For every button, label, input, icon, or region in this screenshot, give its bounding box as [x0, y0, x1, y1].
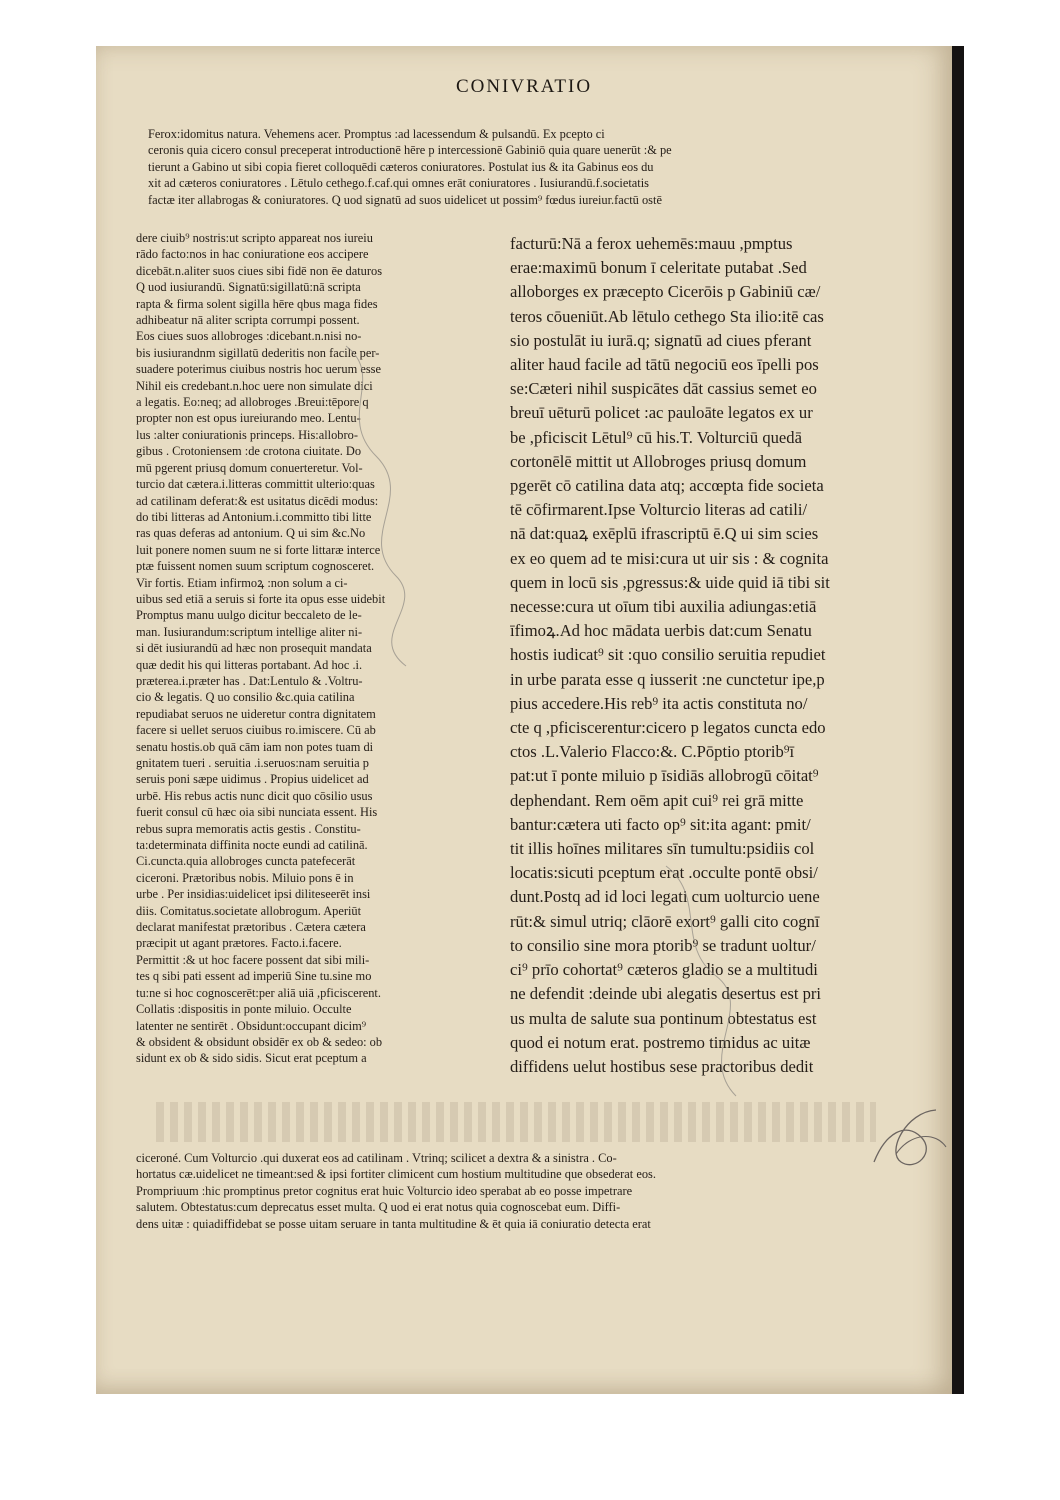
- text-line: hortatus cæ.uidelicet ne timeant:sed & ipsi fortiter climicent cum hostium multitudine que obsederat eos.: [136, 1167, 656, 1182]
- text-line: Nihil eis credebant.n.hoc uere non simulate dici: [136, 378, 373, 393]
- commentary-left: [136, 230, 504, 1067]
- text-line: seruis poni sæpe uidimus . Propius uidelicet ad: [136, 772, 369, 787]
- scanned-page-frame: [96, 46, 964, 1394]
- text-line: ta:determinata diffinita nocte eundi ad catilinā.: [136, 838, 368, 853]
- text-line: ras quas deferas ad antonium. Q ui sim &c.No: [136, 526, 366, 541]
- text-line: pius accedere.His reb⁹ ita actis constituta no/: [510, 693, 808, 713]
- text-line: præcipit ut agant prætores. Facto.i.facere.: [136, 936, 342, 951]
- text-line: diffidens uelut hostibus sese practoribus dedit: [510, 1056, 814, 1076]
- commentary-bottom: [136, 1150, 936, 1232]
- text-line: cte q ,pficiscerentur:cicero p legatos cuncta edo: [510, 718, 826, 738]
- text-line: īfimoꝝ.Ad hoc mādata uerbis dat:cum Senatu: [510, 621, 812, 641]
- text-line: rapta & firma solent sigilla hēre qbus maga fides: [136, 296, 378, 311]
- text-line: mū pgerent priusq domum conuerteretur. Vol-: [136, 460, 363, 475]
- text-line: factæ iter allabrogas & coniuratores. Q uod signatū ad suos uidelicet ut possim⁹ fœdus iureiur.factū ostē: [148, 192, 662, 207]
- text-line: tit illis hoīnes militares sīn tumultu:psidiis col: [510, 839, 815, 859]
- text-line: & obsident & obsidunt obsidēr ex ob & sedeo: ob: [136, 1034, 383, 1049]
- text-line: turcio dat cætera.i.litteras committit ulterio:quas: [136, 477, 375, 492]
- text-line: diis. Comitatus.societate allobrogum. Aperiūt: [136, 903, 362, 918]
- text-line: ceronis quia cicero consul preceperat introductionē hēre p intercessionē Gabiniō quia quare uenerūt :& pe: [148, 143, 672, 158]
- text-line: xit ad cæteros coniuratores . Lētulo cethego.f.caf.qui omnes erāt coniuratores . Iusiurandū.f.societatis: [148, 176, 649, 191]
- text-line: urbe . Per insidias:uidelicet ipsi diliteseerēt insi: [136, 887, 371, 902]
- main-text-column: [510, 232, 925, 1079]
- text-line: gibus . Crotoniensem :de crotona ciuitate. Do: [136, 444, 362, 459]
- text-line: quæ dedit his qui litteras portabant. Ad hoc .i.: [136, 657, 363, 672]
- text-line: si dēt iusiurandū ad hæc non prosequit mandata: [136, 641, 372, 656]
- commentary-top: [148, 126, 938, 208]
- text-line: dephendant. Rem oēm apit cui⁹ rei grā mitte: [510, 790, 804, 810]
- text-line: uibus sed etiā a seruis si forte ita opus esse uidebit: [136, 591, 386, 606]
- text-line: teros cōueniūt.Ab lētulo cethego Sta ilio:itē cas: [510, 306, 824, 326]
- text-line: Vir fortis. Etiam infirmoꝝ :non solum a ci-: [136, 575, 348, 590]
- text-line: rebus supra memoratis actis gestis . Constitu-: [136, 821, 361, 836]
- text-line: Q uod iusiurandū. Signatū:sigillatū:nā scripta: [136, 280, 361, 295]
- text-line: ci⁹ prīo cohortat⁹ cæteros gladio se a multitudi: [510, 960, 818, 980]
- text-line: urbē. His rebus actis nunc dicit quo cōsilio usus: [136, 788, 373, 803]
- text-line: Promptus manu uulgo dicitur beccaleto de le-: [136, 608, 362, 623]
- text-line: dicebāt.n.aliter suos ciues sibi fidē non ēe daturos: [136, 263, 383, 278]
- text-line: cio & legatis. Q uo consilio &c.quia catilina: [136, 690, 355, 705]
- text-line: senatu hostis.ob quā cām iam non potes tuam di: [136, 739, 374, 754]
- text-line: erae:maximū bonum ī celeritate putabat .Sed: [510, 258, 807, 278]
- text-line: propter non est opus iureiurando meo. Lentu-: [136, 411, 361, 426]
- text-line: sidunt ex ob & sido sidis. Sicut erat pceptum a: [136, 1051, 367, 1066]
- text-line: facere si uellet seruos ciuibus ro.imiscere. Cū ab: [136, 723, 376, 738]
- text-line: do tibi litteras ad Antonium.i.committo tibi litte: [136, 509, 372, 524]
- text-line: us multa de salute sua pontinum obtestatus est: [510, 1008, 817, 1028]
- text-line: suadere poterimus ciuibus nostris hoc uerum esse: [136, 362, 382, 377]
- text-line: ciceroni. Prætoribus nobis. Miluio pons ē in: [136, 870, 354, 885]
- text-line: tē cōfirmarent.Ipse Volturcio literas ad catili/: [510, 500, 808, 520]
- text-line: declarat manifestat prætoribus . Cætera cætera: [136, 920, 366, 935]
- text-line: cortonēlē mittit ut Allobroges priusq domum: [510, 451, 807, 471]
- text-line: rādo facto:nos in hac coniuratione eos accipere: [136, 247, 369, 262]
- text-line: aliter haud facile ad tātū negociū eos īpelli pos: [510, 355, 819, 375]
- book-page: [96, 46, 952, 1394]
- text-line: to consilio sine mora ptorib⁹ se tradunt uoltur/: [510, 935, 816, 955]
- text-line: gnitatem tueri . seruitia .i.seruos:nam seruitia p: [136, 756, 369, 770]
- text-line: necesse:cura ut oīum tibi auxilia adiungas:etiā: [510, 597, 817, 617]
- text-line: nā dat:quaꝝ exēplū ifrascriptū ē.Q ui sim scies: [510, 524, 819, 544]
- text-line: ad catilinam deferat:& est usitatus dicēdi modus:: [136, 493, 379, 508]
- text-line: facturū:Nā a ferox uehemēs:mauu ,pmptus: [510, 234, 793, 253]
- text-line: hostis iudicat⁹ sit :quo consilio seruitia repudiet: [510, 645, 826, 665]
- text-line: breuī uēturū policet :ac pauloāte legatos ex ur: [510, 403, 813, 423]
- text-line: Permittit :& ut hoc facere possent dat sibi mili-: [136, 952, 370, 967]
- text-line: Prompriuum :hic promptinus pretor cognitus erat huic Volturcio ideo sperabat ab eo posse impetrare: [136, 1183, 633, 1198]
- text-line: lus :alter coniurationis princeps. His:allobro-: [136, 427, 358, 442]
- text-line: latenter ne sentirēt . Obsidunt:occupant dicim⁹: [136, 1018, 367, 1033]
- text-line: Ferox:idomitus natura. Vehemens acer. Promptus :ad lacessendum & pulsandū. Ex pcepto ci: [148, 127, 605, 141]
- running-header: CONIVRATIO: [455, 76, 593, 97]
- text-line: se:Cæteri nihil suspicātes dāt cassius semet eo: [510, 379, 817, 399]
- text-line: bantur:cætera uti facto op⁹ sit:ita agant: pmit/: [510, 814, 811, 834]
- text-line: be ,pficiscit Lētul⁹ cū his.T. Volturciū quedā: [510, 427, 802, 447]
- text-line: a legatis. Eo:neq; ad allobroges .Breui:tēpore q: [136, 395, 369, 410]
- text-line: dere ciuib⁹ nostris:ut scripto appareat nos iureiu: [136, 231, 373, 245]
- text-line: Ci.cuncta.quia allobroges cuncta patefecerāt: [136, 854, 356, 869]
- text-line: ex eo quem ad te misi:cura ut uir sis : & cognita: [510, 548, 829, 568]
- text-line: sio postulāt iu iurā.q; signatū ad ciues pferant: [510, 330, 812, 350]
- text-line: pat:ut ī ponte miluio p īsidiās allobrogū cōitat⁹: [510, 766, 819, 786]
- text-line: man. Iusiurandum:scriptum intellige aliter ni-: [136, 624, 363, 639]
- text-line: tes q sibi pati essent ad imperiū Sine tu.sine mo: [136, 969, 372, 984]
- text-line: tu:ne si hoc cognoscerēt:per aliā uiā ,pficiscerent.: [136, 985, 381, 1000]
- text-line: adhibeatur nā aliter scripta corrumpi possent.: [136, 313, 360, 328]
- text-line: locatis:sicuti pceptum erat .occulte pontē obsi/: [510, 863, 818, 883]
- text-line: in urbe parata esse q iusserit :ne cunctetur ipe,p: [510, 669, 825, 689]
- text-line: Eos ciues suos allobroges :dicebant.n.nisi no-: [136, 329, 362, 344]
- text-line: ptæ fuissent nomen suum scriptum cognosceret.: [136, 559, 375, 574]
- text-line: bis iusiurandnm sigillatū dederitis non facile per-: [136, 345, 380, 360]
- text-line: tierunt a Gabino ut sibi copia fieret colloquēdi cæteros coniuratores. Postulat ius & ita Gabinus eos du: [148, 159, 654, 174]
- text-line: dunt.Postq ad id loci legati cum uolturcio uene: [510, 887, 820, 907]
- text-line: præterea.i.præter has . Dat:Lentulo & .Voltru-: [136, 673, 363, 688]
- text-line: Collatis :dispositis in ponte miluio. Occulte: [136, 1002, 352, 1017]
- text-line: ne defendit :deinde ubi alegatis desertus est pri: [510, 984, 822, 1004]
- text-line: fuerit consul cū hæc oia sibi nunciata essent. His: [136, 805, 378, 820]
- show-through-text: [156, 1102, 876, 1142]
- text-line: rūt:& simul utriq; clāorē exort⁹ galli cito cognī: [510, 911, 820, 931]
- text-line: salutem. Obtestatus:cum deprecatus esset multa. Q uod ei erat notus quia cognoscebat eum. Diffi-: [136, 1200, 621, 1215]
- text-line: quod ei notum erat. postremo timidus ac uitæ: [510, 1032, 811, 1052]
- text-line: dens uitæ : quiadiffidebat se posse uitam seruare in tanta multitudine & ēt quia iā coniuratio detecta erat: [136, 1216, 651, 1231]
- text-line: quem in locū sis ,pgressus:& uide quid iā tibi sit: [510, 572, 830, 592]
- text-line: alloborges ex præcepto Cicerōis p Gabiniū cæ/: [510, 282, 821, 302]
- text-line: pgerēt cō catilina data atq; accœpta fide societa: [510, 476, 824, 496]
- text-line: ctos .L.Valerio Flacco:&. C.Pōptio ptorib⁹ī: [510, 742, 795, 762]
- text-line: luit ponere nomen suum ne si forte littaræ interce: [136, 542, 381, 557]
- text-line: repudiabat seruos ne uideretur contra dignitatem: [136, 706, 376, 721]
- text-line: ciceroné. Cum Volturcio .qui duxerat eos ad catilinam . Vtrinq; scilicet a dextra & a sinistra . Co-: [136, 1151, 617, 1165]
